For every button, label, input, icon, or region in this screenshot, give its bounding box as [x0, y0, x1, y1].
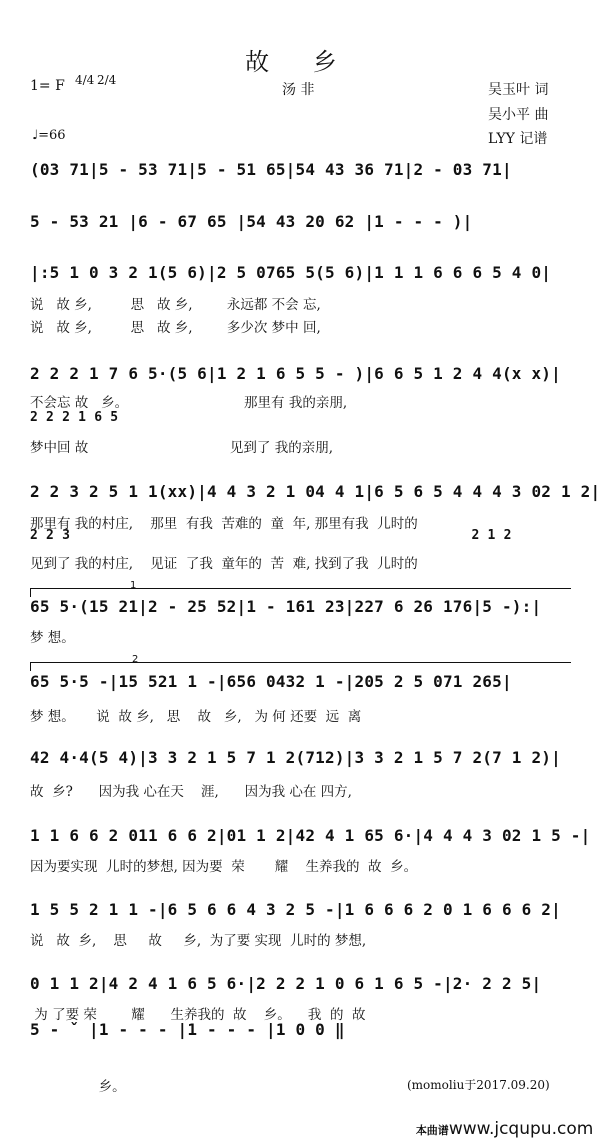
volta-bracket-1 — [30, 588, 571, 597]
lyric-row-7: 梦 想。 说 故 乡, 思 故 乡, 为 何 还要 远 离 — [30, 709, 362, 725]
score-row-5-alt: 2 2 3 2 1 2 — [30, 528, 512, 543]
score-row-9: 1 1 6 6 2 011 6 6 2|01 1 2|42 4 1 65 6·|4 4 4 3 02 1 5 -| — [30, 826, 591, 845]
credit-note: (momoliu于2017.09.20) — [407, 1078, 550, 1092]
singer: 汤 非 — [282, 82, 315, 98]
site-watermark — [405, 1099, 593, 1139]
song-title: 故 乡 — [245, 48, 355, 76]
lyric-row-6: 梦 想。 — [30, 630, 75, 646]
lyricist: 吴玉叶 词 — [488, 82, 549, 98]
score-row-6: 65 5·(15 21|2 - 25 52|1 - 161 23|227 6 26 176|5 -):| — [30, 597, 542, 616]
composer: 吴小平 曲 — [488, 107, 549, 123]
key-signature: 1= F — [30, 78, 65, 94]
score-row-12: 5 - ˇ |1 - - - |1 - - - |1 0 0 ‖ — [30, 1020, 345, 1039]
score-row-2: 5 - 53 21 |6 - 67 65 |54 43 20 62 |1 - - - )| — [30, 212, 473, 231]
lyric-row-9: 因为要实现 儿时的梦想, 因为要 荣 耀 生养我的 故 乡。 — [30, 859, 418, 875]
score-row-1: (03 71|5 - 53 71|5 - 51 65|54 43 36 71|2 - 03 71| — [30, 160, 512, 179]
volta-number-2: 2 — [132, 654, 139, 665]
time-signature-1: 4/4 — [75, 73, 95, 87]
lyric-row-4-verse-1: 不会忘 故 乡。 那里有 我的亲朋, — [30, 395, 348, 411]
lyric-row-10: 说 故 乡, 思 故 乡, 为了要 实现 儿时的 梦想, — [30, 933, 367, 949]
watermark-prefix: 本曲谱 — [415, 1124, 449, 1137]
tempo-marking: ♩=66 — [32, 128, 66, 143]
score-row-11: 0 1 1 2|4 2 4 1 6 5 6·|2 2 2 1 0 6 1 6 5 -|2· 2 2 5| — [30, 974, 542, 993]
lyric-row-4-verse-2: 梦中回 故 见到了 我的亲朋, — [30, 440, 333, 456]
score-row-4-alt: 2 2 2 1 6 5 — [30, 410, 119, 425]
volta-bracket-2 — [30, 662, 571, 671]
score-row-4: 2 2 2 1 7 6 5·(5 6|1 2 1 6 5 5 - )|6 6 5 1 2 4 4(x x)| — [30, 364, 561, 383]
lyric-row-11: 为 了要 荣 耀 生养我的 故 乡。 我 的 故 — [30, 1007, 366, 1023]
score-row-7: 65 5·5 -|15 521 1 -|656 0432 1 -|205 2 5 071 265| — [30, 672, 512, 691]
score-row-5: 2 2 3 2 5 1 1(xx)|4 4 3 2 1 04 4 1|6 5 6 5 4 4 4 3 02 1 2| — [30, 482, 600, 501]
lyric-row-8: 故 乡? 因为我 心在天 涯, 因为我 心在 四方, — [30, 784, 352, 800]
lyric-row-3-verse-1: 说 故 乡, 思 故 乡, 永远都 不会 忘, — [30, 297, 321, 313]
score-row-10: 1 5 5 2 1 1 -|6 5 6 6 4 3 2 5 -|1 6 6 6 2 0 1 6 6 6 2| — [30, 900, 561, 919]
lyric-row-5-verse-1: 那里有 我的村庄, 那里 有我 苦难的 童 年, 那里有我 儿时的 — [30, 516, 418, 532]
time-signature-2: 2/4 — [97, 73, 117, 87]
score-row-8: 42 4·4(5 4)|3 3 2 1 5 7 1 2(712)|3 3 2 1 5 7 2(7 1 2)| — [30, 748, 561, 767]
watermark-site: www.jcqupu.com — [448, 1119, 594, 1139]
score-row-3: |:5 1 0 3 2 1(5 6)|2 5 0765 5(5 6)|1 1 1 6 6 6 5 4 0| — [30, 263, 552, 282]
transcriber: LYY 记谱 — [488, 131, 548, 147]
lyric-row-12: 乡。 — [30, 1079, 126, 1095]
lyric-row-3-verse-2: 说 故 乡, 思 故 乡, 多少次 梦中 回, — [30, 320, 321, 336]
volta-number-1: 1 — [130, 580, 137, 591]
lyric-row-5-verse-2: 见到了 我的村庄, 见证 了我 童年的 苦 难, 找到了我 儿时的 — [30, 556, 418, 572]
